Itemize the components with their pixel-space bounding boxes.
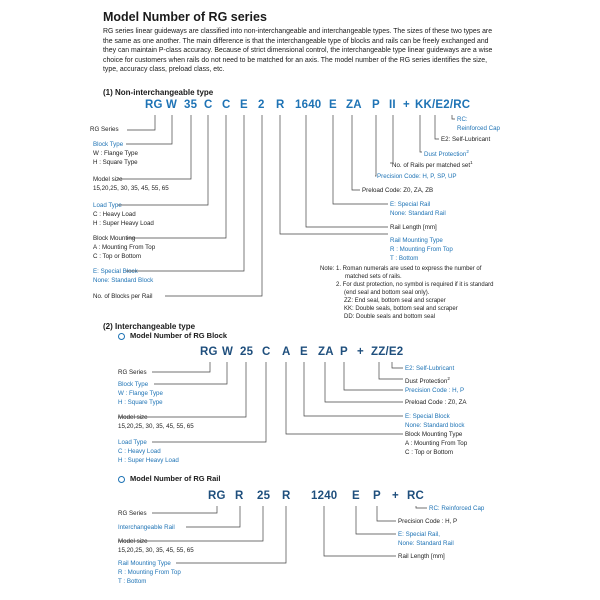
rail-label-model-size-values: 15,20,25, 30, 35, 45, 55, 65 xyxy=(118,547,194,554)
label-rails-per-set: No. of Rails per matched set$^1$ xyxy=(392,160,473,170)
section-heading-interchangeable: (2) Interchangeable type xyxy=(103,322,196,331)
block-label-model-size: Model size xyxy=(118,414,148,421)
rail-label-mounting-r: R : Mounting From Top xyxy=(118,569,181,576)
block-code-accessories: ZZ/E2 xyxy=(371,346,404,358)
note-line-5: ZZ: End seal, bottom seal and scraper xyxy=(344,298,446,304)
note-line-7: DD: Double seals and bottom seal xyxy=(344,314,436,320)
label-rail-length: Rail Length [mm] xyxy=(390,224,437,231)
block-label-series: RG Series xyxy=(118,369,147,376)
connector-line xyxy=(390,115,393,163)
code-mounting: C xyxy=(222,99,231,111)
rail-label-rail-length: Rail Length [mm] xyxy=(398,553,445,560)
connector-line xyxy=(392,362,403,368)
rail-label-mounting-type: Rail Mounting Type xyxy=(118,560,171,567)
rail-label-model-size: Model size xyxy=(118,538,148,545)
code-size: 35 xyxy=(184,99,198,111)
code-accessories: KK/E2/RC xyxy=(415,99,471,111)
connector-line xyxy=(377,506,396,521)
label-standard-rail: None: Standard Rail xyxy=(390,210,446,217)
connector-line xyxy=(152,362,210,372)
rail-code-special: E xyxy=(352,490,360,502)
code-precision: P xyxy=(372,99,380,111)
code-rail-length: 1640 xyxy=(295,99,322,111)
code-w: W xyxy=(166,99,178,111)
rail-label-mounting-t: T : Bottom xyxy=(118,578,147,585)
block-label-load-type: Load Type xyxy=(118,439,147,446)
rail-label-standard-rail: None: Standard Rail xyxy=(398,540,454,547)
block-label-precision: Precision Code : H, P xyxy=(405,387,465,394)
block-label-mounting-type: Block Mounting Type xyxy=(405,431,463,438)
label-block-type-w: W : Flange Type xyxy=(93,150,138,157)
block-label-special-block: E: Special Block xyxy=(405,413,450,420)
block-label-type: Block Type xyxy=(118,381,149,388)
rail-code-length: 1240 xyxy=(311,490,338,502)
connector-line xyxy=(352,115,360,190)
rail-label-series: RG Series xyxy=(118,510,147,517)
label-rail-mounting-type: Rail Mounting Type xyxy=(390,237,443,244)
block-label-model-size-values: 15,20,25, 30, 35, 45, 55, 65 xyxy=(118,423,194,430)
rail-label-interchangeable: Interchangeable Rail xyxy=(118,524,175,531)
code-rails: II xyxy=(389,99,396,111)
code-blocks: 2 xyxy=(258,99,265,111)
block-label-mounting-a: A : Mounting From Top xyxy=(405,440,468,447)
intro-paragraph: RG series linear guideways are classified into non-interchangeable and interchangeable types. The sizes of these two types are the same as one another. The main difference is that the interchangeable type of blocks and rails can be freely exchanged and they can maintain P-class accuracy. Because of strict dimensional control, the interchangeable type linear guideways are a wise choice for customers when rails do not need to be matched for an axis. The model number of the RG series identifies the size, type, accuracy class, preload class, etc. xyxy=(103,28,493,74)
block-label-dust: Dust Protection$^2$ xyxy=(405,376,450,386)
connector-line xyxy=(304,362,403,416)
label-precision-code: Precision Code: H, P, SP, UP xyxy=(377,173,457,180)
section-heading-non-interchangeable: (1) Non-interchangeable type xyxy=(103,88,214,97)
label-reinforced-cap: Reinforced Cap xyxy=(457,125,500,132)
connector-line xyxy=(154,362,227,384)
label-model-size: Model size xyxy=(93,176,123,183)
label-rg-series: RG Series xyxy=(90,126,119,133)
code-load: C xyxy=(204,99,213,111)
block-label-mounting-c: C : Top or Bottom xyxy=(405,449,454,456)
label-load-type-c: C : Heavy Load xyxy=(93,211,136,218)
label-blocks-per-rail: No. of Blocks per Rail xyxy=(93,293,153,300)
label-block-type: Block Type xyxy=(93,141,124,148)
rail-code-size: 25 xyxy=(257,490,271,502)
connector-line xyxy=(280,115,388,234)
connector-line xyxy=(324,506,396,556)
block-code-special: E xyxy=(300,346,308,358)
label-block-mounting-c: C : Top or Bottom xyxy=(93,253,142,260)
label-rc: RC: xyxy=(457,116,468,123)
block-label-preload: Preload Code : Z0, ZA xyxy=(405,399,467,406)
connector-line xyxy=(186,506,240,527)
code-special-block: E xyxy=(240,99,248,111)
connector-line xyxy=(127,115,155,130)
connector-line xyxy=(152,506,217,513)
connector-line xyxy=(176,506,286,563)
label-preload-code: Preload Code: Z0, ZA, ZB xyxy=(362,187,434,194)
label-block-mounting-a: A : Mounting From Top xyxy=(93,244,156,251)
block-code-preload: ZA xyxy=(318,346,334,358)
block-label-load-h: H : Super Heavy Load xyxy=(118,457,179,464)
block-label-load-c: C : Heavy Load xyxy=(118,448,161,455)
connector-line xyxy=(344,362,403,390)
note-line-4: (end seal and bottom seal only). xyxy=(344,290,430,296)
block-label-e2: E2: Self-Lubricant xyxy=(405,365,455,372)
note-line-6: KK: Double seals, bottom seal and scraper xyxy=(344,306,458,312)
block-code-load: C xyxy=(262,346,271,358)
connector-line xyxy=(420,115,422,152)
connector-line xyxy=(375,115,376,176)
code-rg: RG xyxy=(145,99,163,111)
block-label-type-w: W : Flange Type xyxy=(118,390,163,397)
block-code-plus: + xyxy=(357,346,364,358)
rail-code-r: R xyxy=(235,490,244,502)
code-rail-mounting: R xyxy=(276,99,285,111)
block-code-size: 25 xyxy=(240,346,254,358)
label-special-block: E: Special Block xyxy=(93,268,138,275)
rail-code-rc: RC xyxy=(407,490,425,502)
block-code-precision: P xyxy=(340,346,348,358)
connector-line xyxy=(165,115,262,296)
label-standard-block: None: Standard Block xyxy=(93,277,154,284)
rail-code-plus: + xyxy=(392,490,399,502)
rail-code-mounting: R xyxy=(282,490,291,502)
note-line-1: Note: 1. Roman numerals are used to express the number of xyxy=(320,266,482,272)
connector-line xyxy=(356,506,396,534)
rail-code-rg: RG xyxy=(208,490,226,502)
connector-line xyxy=(126,115,226,238)
label-rail-mounting-r: R : Mounting From Top xyxy=(390,246,453,253)
note-line-3: 2. For dust protection, no symbol is required if it is standard xyxy=(336,282,494,288)
note-line-2: matched sets of rails. xyxy=(345,274,402,280)
label-load-type: Load Type xyxy=(93,202,122,209)
block-label-type-h: H : Square Type xyxy=(118,399,163,406)
connector-line xyxy=(333,115,388,204)
label-model-size-values: 15,20,25, 30, 35, 45, 55, 65 xyxy=(93,185,169,192)
code-preload: ZA xyxy=(346,99,362,111)
subheading-rg-block: Model Number of RG Block xyxy=(130,331,228,340)
connector-line xyxy=(325,362,403,402)
label-special-rail: E: Special Rail xyxy=(390,201,431,208)
connector-line xyxy=(416,506,427,508)
code-special-rail: E xyxy=(329,99,337,111)
connector-line xyxy=(452,115,455,119)
block-code-rg: RG xyxy=(200,346,218,358)
connector-line xyxy=(286,362,403,434)
code-plus: + xyxy=(403,99,410,111)
connector-line xyxy=(126,115,172,144)
rail-label-special-rail: E: Special Rail, xyxy=(398,531,440,538)
connector-line xyxy=(118,115,191,179)
connector-line xyxy=(379,362,403,379)
block-code-w: W xyxy=(222,346,234,358)
label-rail-mounting-t: T : Bottom xyxy=(390,255,419,262)
block-label-standard-block: None: Standard block xyxy=(405,422,465,429)
label-block-mounting: Block Mounting xyxy=(93,235,136,242)
rail-label-precision: Precision Code : H, P xyxy=(398,518,458,525)
label-e2: E2: Self-Lubricant xyxy=(441,136,491,143)
label-block-type-h: H : Square Type xyxy=(93,159,138,166)
connector-line xyxy=(118,115,208,205)
connector-line xyxy=(435,115,439,139)
block-code-mounting: A xyxy=(282,346,291,358)
rail-code-precision: P xyxy=(373,490,381,502)
subheading-rg-rail: Model Number of RG Rail xyxy=(130,474,221,483)
page-title: Model Number of RG series xyxy=(103,10,267,24)
label-dust-protection: Dust Protection$^2$ xyxy=(424,149,469,159)
connector-line xyxy=(152,362,266,442)
rail-label-rc: RC: Reinforced Cap xyxy=(429,505,485,512)
connector-line xyxy=(118,506,263,541)
label-load-type-h: H : Super Heavy Load xyxy=(93,220,154,227)
